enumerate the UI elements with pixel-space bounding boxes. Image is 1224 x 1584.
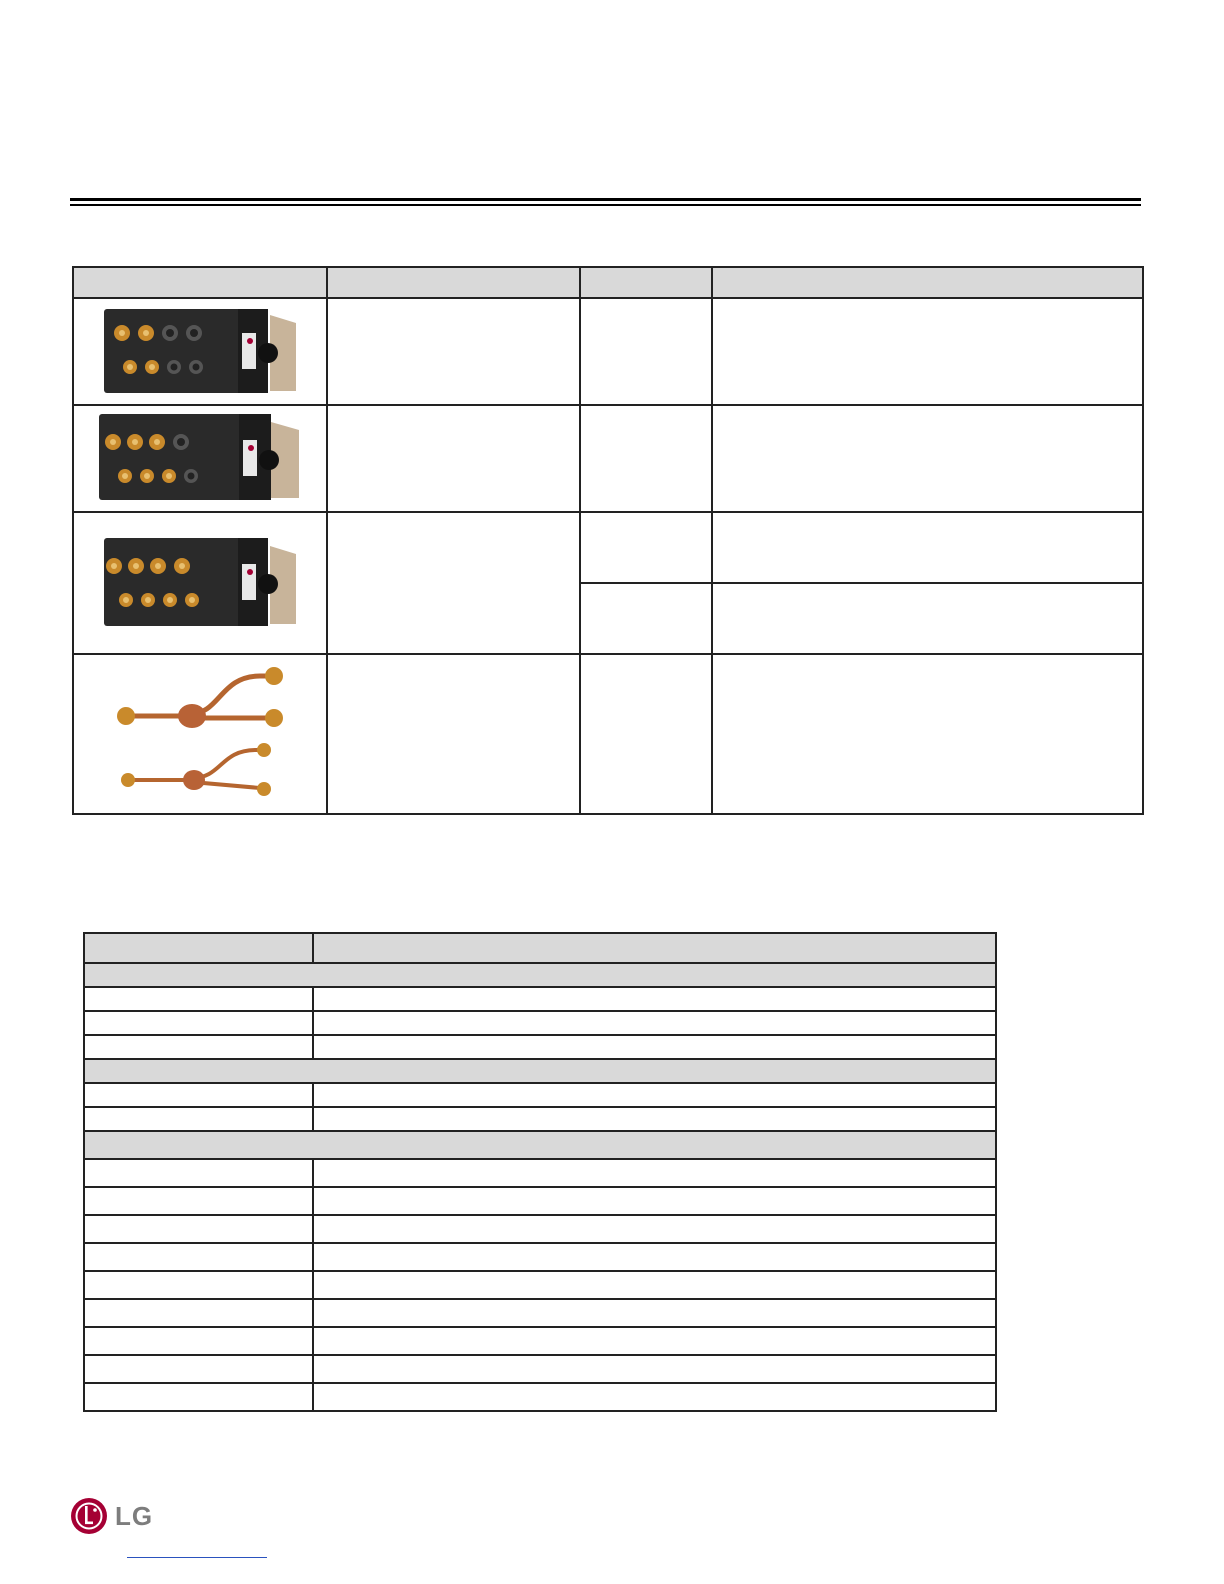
table-row (84, 1271, 996, 1299)
table-row (84, 1187, 996, 1215)
accessory-table-header (73, 267, 1143, 298)
header-cell (73, 267, 327, 298)
model-cell (327, 512, 580, 654)
table-row (73, 405, 1143, 512)
table-row (84, 987, 996, 1011)
header-box-4port-icon (100, 303, 300, 398)
description-cell (712, 405, 1143, 512)
section-row (84, 963, 996, 987)
header-box-4port-large-icon (100, 532, 300, 632)
table-row (84, 1215, 996, 1243)
section-row (84, 1131, 996, 1159)
table-row (73, 298, 1143, 405)
value-cell (313, 1383, 996, 1411)
label-cell (84, 1187, 313, 1215)
header-rule-bottom (70, 204, 1141, 206)
label-cell (84, 1383, 313, 1411)
label-cell (84, 1299, 313, 1327)
value-cell (313, 1327, 996, 1355)
header-rule-top (70, 198, 1141, 201)
table-row (84, 1327, 996, 1355)
model-cell (327, 298, 580, 405)
description-cell (712, 583, 1143, 654)
description-cell (712, 512, 1143, 583)
accessory-table (72, 266, 1144, 815)
value-cell (313, 1011, 996, 1035)
lg-logo-icon (70, 1497, 108, 1535)
value-cell (313, 1215, 996, 1243)
table-row (73, 654, 1143, 814)
image-cell (73, 405, 327, 512)
label-cell (84, 1355, 313, 1383)
value-cell (313, 1243, 996, 1271)
table-row (84, 1083, 996, 1107)
label-cell (84, 1035, 313, 1059)
description-cell (712, 654, 1143, 814)
label-cell (84, 987, 313, 1011)
value-cell (313, 1159, 996, 1187)
label-cell (84, 1083, 313, 1107)
value-cell (313, 1187, 996, 1215)
value-cell (313, 1035, 996, 1059)
label-cell (84, 1327, 313, 1355)
table-row (84, 1243, 996, 1271)
label-cell (84, 1159, 313, 1187)
value-cell (313, 987, 996, 1011)
label-cell (84, 1215, 313, 1243)
label-cell (84, 1243, 313, 1271)
label-cell (84, 1107, 313, 1131)
specification-table-header (84, 933, 996, 963)
value-cell (313, 1083, 996, 1107)
table-row (73, 512, 1143, 583)
table-row (84, 1035, 996, 1059)
value-cell (313, 1355, 996, 1383)
qty-cell (580, 298, 712, 405)
y-branch-pipes-icon (110, 658, 290, 808)
image-cell (73, 298, 327, 405)
table-row (84, 1107, 996, 1131)
value-cell (313, 1107, 996, 1131)
qty-cell (580, 583, 712, 654)
qty-cell (580, 405, 712, 512)
header-cell (84, 933, 313, 963)
qty-cell (580, 512, 712, 583)
lg-logo (70, 1497, 153, 1535)
footer-link-underline[interactable] (127, 1557, 267, 1558)
value-cell (313, 1271, 996, 1299)
label-cell (84, 1011, 313, 1035)
header-box-3port-icon (95, 410, 305, 505)
header-cell (313, 933, 996, 963)
table-row (84, 1355, 996, 1383)
header-cell (327, 267, 580, 298)
qty-cell (580, 654, 712, 814)
table-row (84, 1011, 996, 1035)
header-cell (712, 267, 1143, 298)
table-row (84, 1159, 996, 1187)
model-cell (327, 654, 580, 814)
value-cell (313, 1299, 996, 1327)
section-cell (84, 1131, 996, 1159)
section-cell (84, 963, 996, 987)
section-row (84, 1059, 996, 1083)
image-cell (73, 512, 327, 654)
model-cell (327, 405, 580, 512)
header-cell (580, 267, 712, 298)
specification-table (83, 932, 997, 1412)
table-row (84, 1299, 996, 1327)
table-row (84, 1383, 996, 1411)
label-cell (84, 1271, 313, 1299)
description-cell (712, 298, 1143, 405)
section-cell (84, 1059, 996, 1083)
image-cell (73, 654, 327, 814)
logo-wordmark: LG (115, 1500, 154, 1531)
